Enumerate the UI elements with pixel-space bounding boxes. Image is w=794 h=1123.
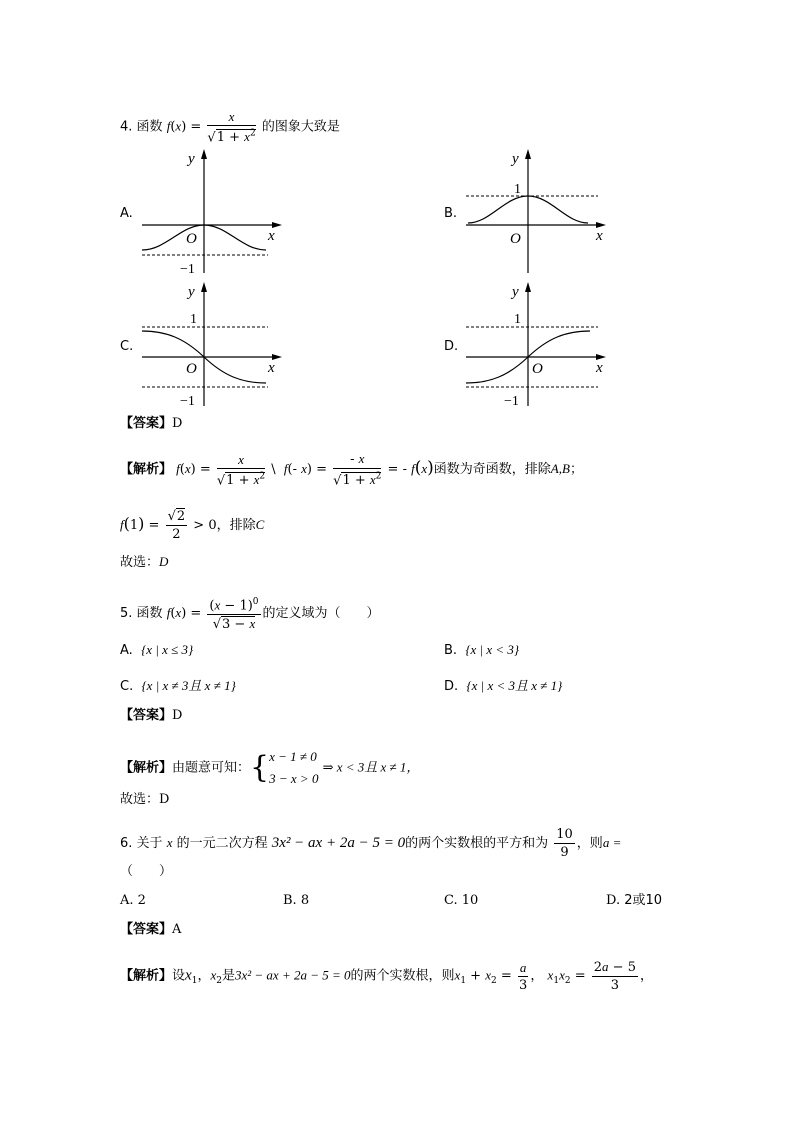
q4-analysis-line2-tail: ，排除 (216, 518, 256, 533)
q5-option-b (444, 640, 519, 661)
q5-analysis: 【解析】由题意可知：{ x − 1 ≠ 0 3 − x > 0 ⇒ x < 3且 x ≠ 1， (120, 746, 419, 790)
q4-graph-a-x-label: x (268, 228, 275, 244)
q5-option-b-text: {x | x < 3} (465, 642, 520, 657)
q4-graph-c-y-label: y (188, 284, 195, 300)
q6-frac-num: 10 (556, 827, 573, 842)
q4-answer-value: D (172, 416, 183, 431)
q4-graph-b-x-label: x (596, 228, 603, 244)
q5-option-d-label: D. (444, 679, 459, 694)
q4-number: 4. (120, 119, 133, 135)
q4-option-a-label: A. (120, 206, 133, 221)
q4-stem: 4. 函数 f(x) = $\frac{x}{√1 + x^2}$ 的图象大致是 (120, 109, 340, 146)
q5-analysis-intro: 由题意可知： (172, 760, 251, 776)
q6-stem-a: 关于 (136, 836, 163, 851)
q4-excluded-c: C (255, 517, 265, 532)
q5-function-fraction: $\frac{(x - 1)^0}{√3 - x}$ (207, 594, 260, 633)
q4-graph-d-x-label: x (596, 360, 603, 376)
q4-graph-b-origin: O (510, 231, 521, 247)
q5-system-line1: x − 1 ≠ 0 (269, 749, 317, 764)
q6-stem-e: a = (602, 835, 622, 850)
q4-graph-a (136, 145, 286, 277)
q6-analysis-equation: 3x² − ax + 2a − 5 = 0 (234, 967, 351, 983)
q6-var: x (166, 835, 173, 850)
q4-excluded-ab: A,B (550, 461, 570, 477)
q6-answer (120, 920, 181, 940)
q5-option-c-label: C. (120, 679, 134, 694)
q4-conclusion-label: 故选： (120, 555, 160, 570)
q6-option-a (120, 891, 146, 911)
q5-option-a-label: A. (120, 643, 133, 658)
q4-graph-c-origin: O (186, 361, 197, 377)
q6-stem-c: 的两个实数根的平方和为 (405, 836, 549, 851)
q4-analysis-line1: 【解析】 f(x) = $\frac{x}{√1 + x^2}$ \ f(- x) = $\frac{- x}{√1 + x^2}$ = - f(x)函数为奇函数，排除A,B； (120, 451, 583, 489)
q4-option-d-label: D. (444, 339, 459, 354)
q6-answer-value: A (172, 922, 182, 937)
q4-graph-d-origin: O (532, 361, 543, 377)
q4-suffix: 的图象大致是 (261, 119, 340, 135)
q6-option-c-label: C. (444, 893, 458, 908)
q6-analysis: 【解析】设$x_1$，$x_2$是3x² − ax + 2a − 5 = 0的两个实数根，则$x_1 + x_2$ = $\frac{a}{3}$ ， $x_1x_2$ = $\frac{2a - 5}{3}$ ， (120, 959, 653, 993)
q4-option-c-label: C. (120, 339, 134, 354)
q5-option-b-label: B. (444, 643, 458, 658)
q6-option-c (444, 891, 478, 911)
q4-graph-c-lower-label: −1 (180, 394, 195, 409)
q4-graph-c (136, 278, 286, 410)
q5-answer (120, 706, 182, 726)
q4-option-b-label: B. (444, 206, 458, 221)
q6-analysis-b: 是 (221, 968, 235, 984)
q6-blank: （ ） (120, 864, 173, 879)
q6-stem (120, 826, 621, 861)
q6-option-d-text: 2或10 (624, 893, 663, 908)
q6-number: 6. (120, 836, 133, 851)
q5-system-line2: 3 − x > 0 (269, 771, 319, 786)
q4-graph-a-level-label: −1 (180, 262, 195, 277)
q5-prefix: 函数 (136, 606, 163, 622)
q6-stem-b: 的一元二次方程 (176, 836, 268, 851)
q5-conclusion (120, 790, 169, 810)
q4-graph-b (460, 145, 610, 277)
q6-option-a-text: 2 (137, 893, 146, 908)
q4-graph-b-level-label: 1 (514, 182, 521, 197)
q4-analysis-line2: f(1) = $\frac{√2}{2}$ > 0，排除C (120, 509, 265, 542)
q5-option-a (120, 640, 193, 661)
q4-prefix: 函数 (136, 119, 163, 135)
q4-answer-tag: 【答案】 (120, 416, 173, 431)
q6-stem-d: ，则 (576, 836, 603, 851)
q4-semicolon: ； (569, 462, 583, 478)
q4-graph-a-origin: O (186, 231, 197, 247)
q5-conclusion-label: 故选： (120, 792, 160, 807)
q5-number: 5. (120, 606, 133, 622)
q5-suffix: 的定义域为（ ） (262, 606, 380, 622)
q6-analysis-c: 的两个实数根，则 (350, 968, 455, 984)
q5-answer-tag: 【答案】 (120, 708, 173, 723)
q4-graph-a-y-label: y (188, 151, 195, 167)
q4-analysis-line1-tail: 函数为奇函数，排除 (433, 462, 551, 478)
q4-function-fraction: $\frac{x}{√1 + x^2}$ (207, 109, 256, 146)
q6-option-c-text: 10 (461, 893, 479, 908)
q4-analysis-tag: 【解析】 (120, 462, 173, 478)
q4-graph-d-y-label: y (512, 284, 519, 300)
q4-graph-d-upper-label: 1 (514, 312, 521, 327)
q6-analysis-tag: 【解析】 (120, 968, 173, 984)
q5-option-c-text: {x | x ≠ 3且 x ≠ 1} (141, 678, 236, 693)
q5-option-d (444, 676, 562, 697)
q5-option-c (120, 676, 236, 697)
q5-option-a-text: {x | x ≤ 3} (141, 642, 194, 657)
q4-graph-c-upper-label: 1 (190, 312, 197, 327)
q5-stem: 5. 函数 f(x) = $\frac{(x - 1)^0}{√3 - x}$ 的定义域为（ ） (120, 594, 380, 633)
q6-option-d-label: D. (606, 893, 621, 908)
q4-conclusion (120, 552, 168, 573)
q6-option-a-label: A. (120, 893, 134, 908)
q4-graph-d-lower-label: −1 (504, 394, 519, 409)
q6-option-b (283, 891, 309, 911)
q6-frac-den: 9 (560, 845, 569, 860)
q4-graph-b-y-label: y (512, 151, 519, 167)
q4-graph-c-x-label: x (268, 360, 275, 376)
q6-option-d (606, 891, 662, 911)
q6-equation: 3x² − ax + 2a − 5 = 0 (271, 835, 406, 851)
q6-answer-tag: 【答案】 (120, 922, 173, 937)
q4-conclusion-value: D (159, 554, 169, 569)
q5-option-d-text: {x | x < 3且 x ≠ 1} (466, 678, 563, 693)
q6-option-b-text: 8 (300, 893, 310, 908)
q4-answer (120, 414, 182, 434)
q5-analysis-tag: 【解析】 (120, 760, 173, 776)
q4-graph-d (460, 278, 610, 410)
q5-answer-value: D (172, 708, 183, 723)
q6-option-b-label: B. (283, 893, 297, 908)
q6-analysis-a: 设 (172, 968, 186, 984)
q4-function-name: f (166, 118, 171, 134)
q5-system-result: ⇒ x < 3且 x ≠ 1， (322, 759, 420, 775)
q5-conclusion-value: D (159, 792, 170, 807)
